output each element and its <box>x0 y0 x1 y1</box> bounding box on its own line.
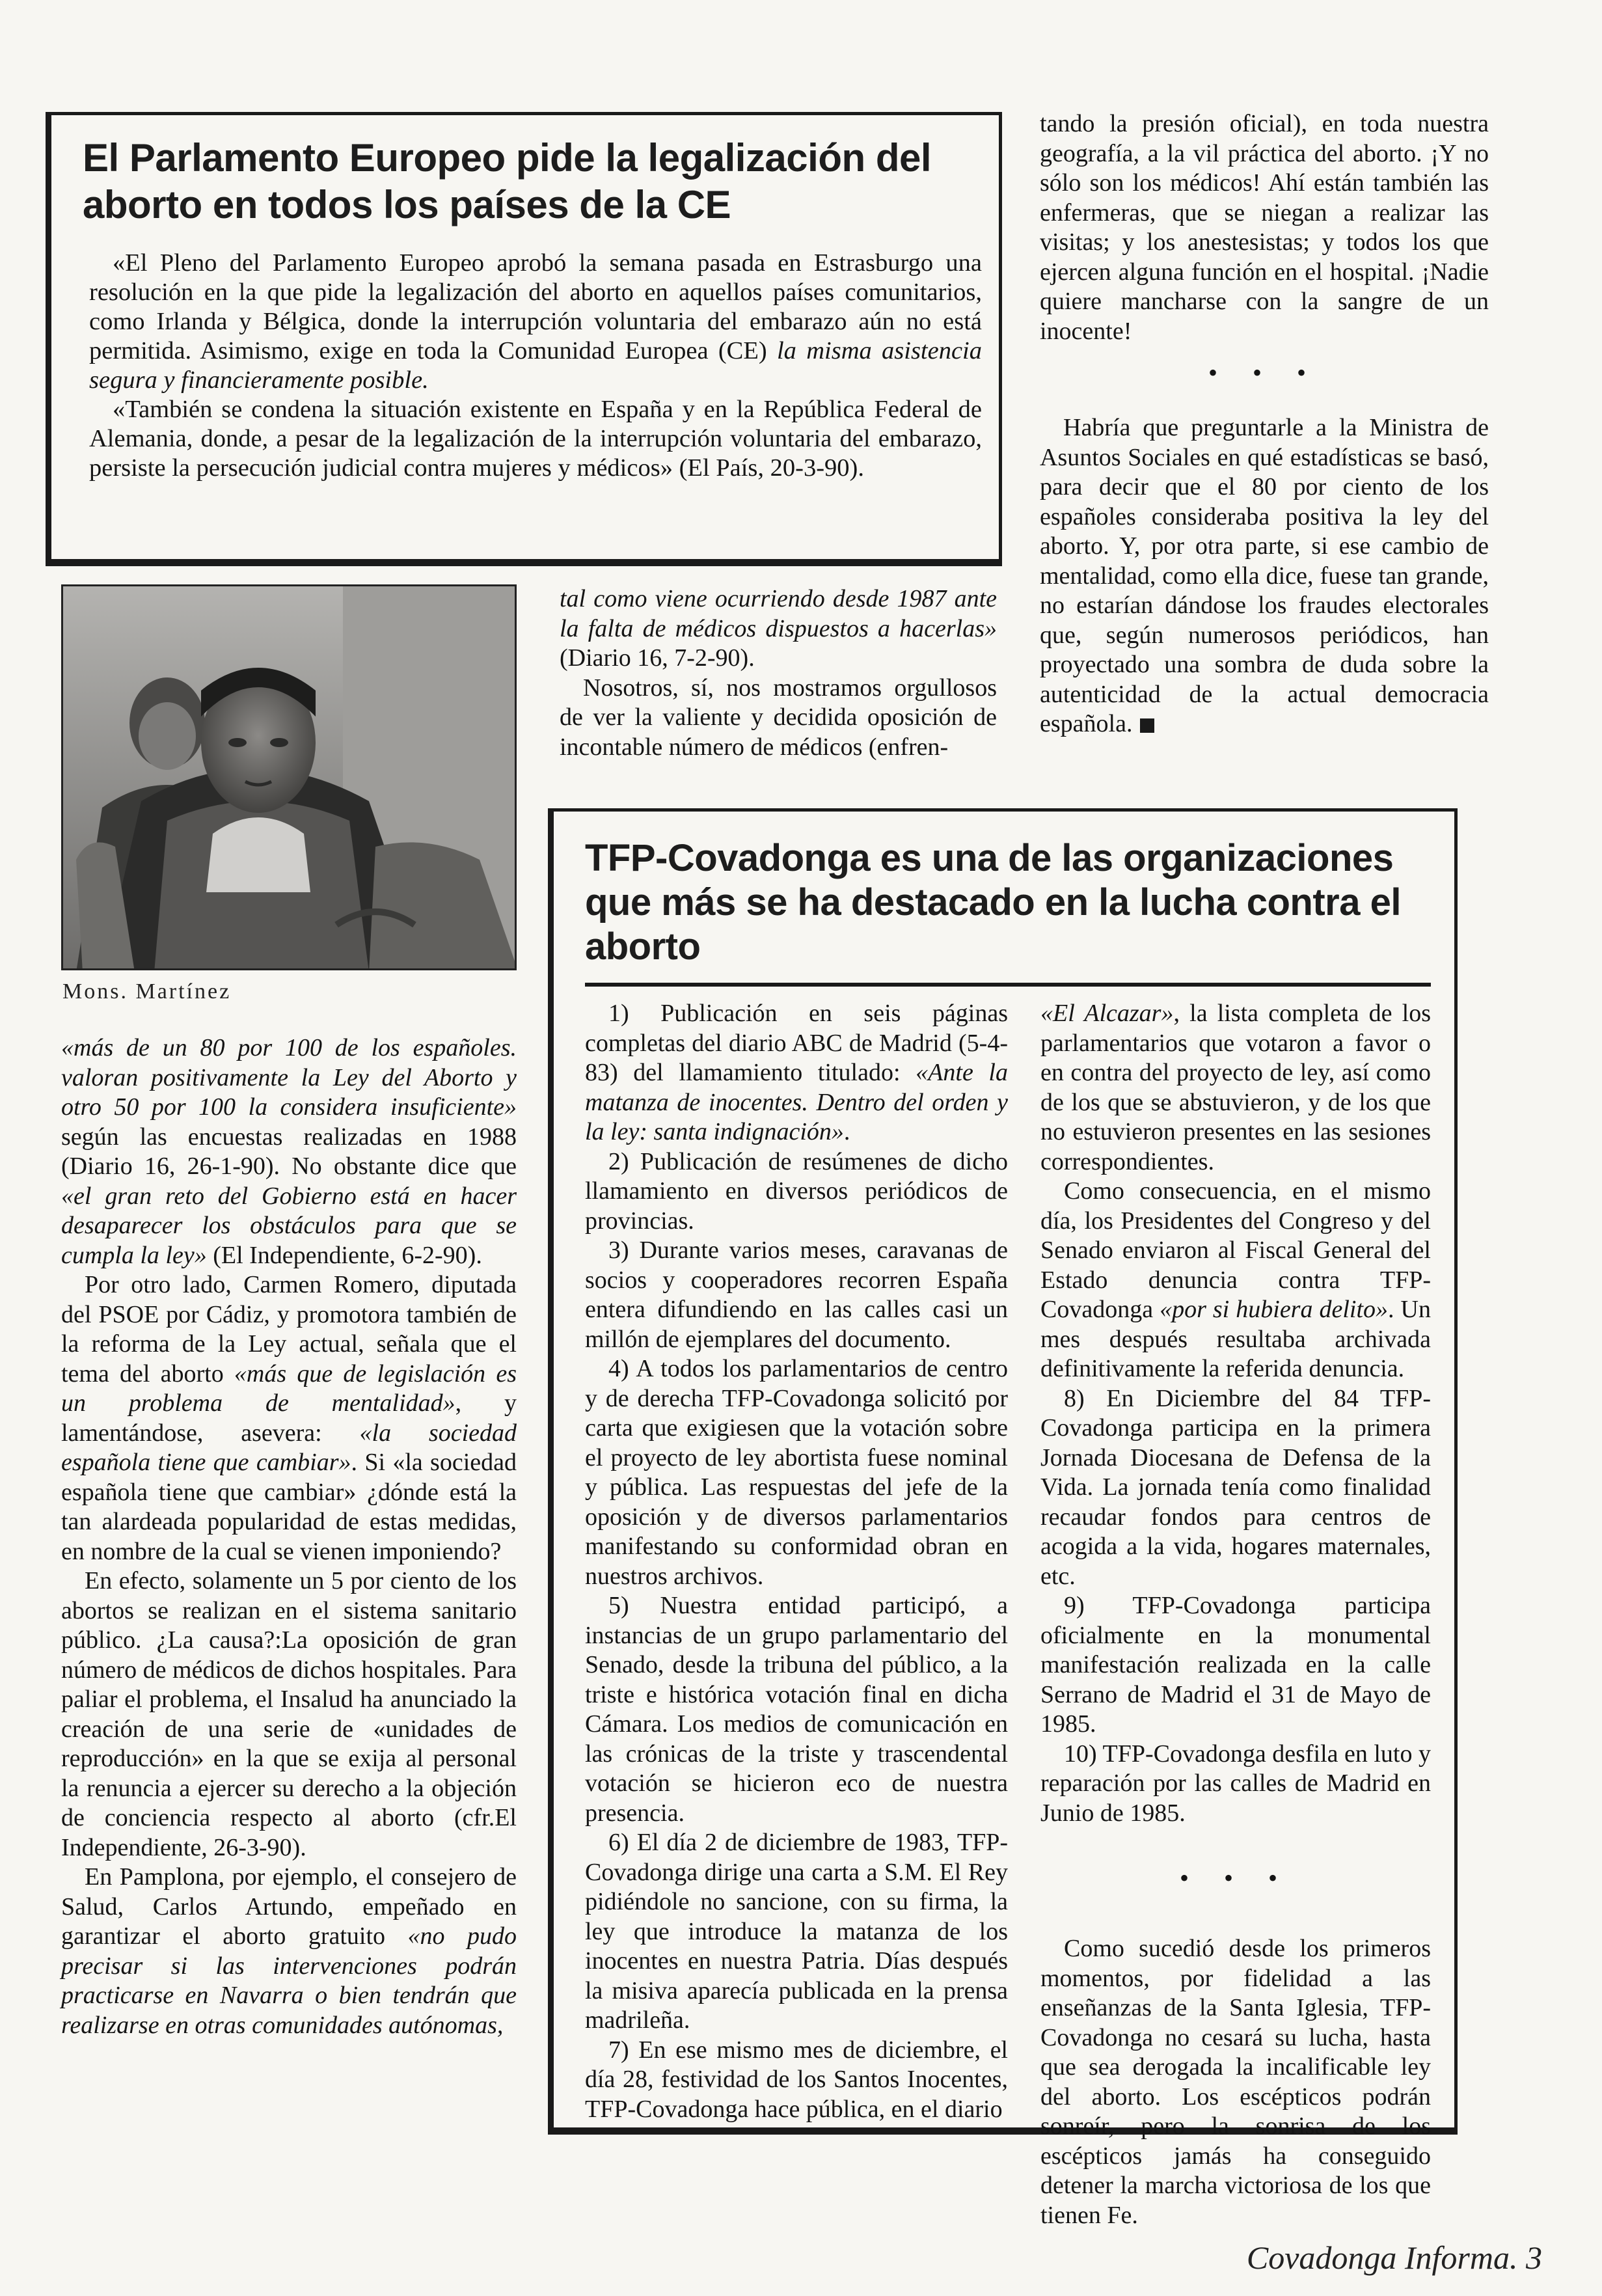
italic-run: «más que de legislación es un problema de mentalidad» <box>61 1360 517 1417</box>
tfp-item-9: 9) TFP-Covadonga participa oficialmente en la monumental manifestación realizada en la calle Serrano de Madrid el 31 de Mayo de 1985. <box>1040 1592 1431 1738</box>
italic-run: la misma asistencia segura y financieramente posible. <box>89 337 982 394</box>
tfp-item-7: 7) En ese mismo mes de diciembre, el día 28, festividad de los Santos Inocentes, TFP-Covadonga hace pública, en el diario <box>585 2036 1008 2123</box>
italic-run: «la sociedad española tiene que cambiar» <box>61 1419 517 1476</box>
tfp-covadonga-box <box>548 808 1458 2229</box>
text-run: Habría que preguntarle a la Ministra de Asuntos Sociales en qué estadísticas se basó, para decir que el 80 por ciento de los españoles consideraba positiva la ley del aborto. Y, por otra parte, si ese cambio de mentalidad, como ella dice, fuese tan grande, no estarían dándose los fraudes electorales que, según numerosos periódicos, han proyectado una sombra de duda sobre la autenticidad de la actual democracia española. <box>1040 414 1489 737</box>
text-run: En Pamplona, por ejemplo, el consejero de Salud, Carlos Artundo, empeñado en garantizar el aborto gratuito <box>61 1863 517 1950</box>
tfp-item-8: 8) En Diciembre del 84 TFP-Covadonga participa en la primera Jornada Diocesana de Defensa de la Vida. La jornada tenía como finalidad recaudar fondos para centros de acogida a la vida, hogares maternales, etc. <box>1040 1384 1431 1590</box>
eu-parliament-headline: El Parlamento Europeo pide la legalización del aborto en todos los países de la CE <box>83 136 932 226</box>
eu-parliament-box <box>46 112 1002 566</box>
right-paragraph-2 <box>1040 413 1489 739</box>
left-paragraph-2 <box>61 1270 517 1566</box>
text-run: , la lista completa de los parlamentarios que votaron a favor o en contra del proyecto de ley, así como de los que se abstuvieron, y de los que no estuvieron presentes en las sesiones correspondientes. <box>1040 1000 1432 1175</box>
eu-parliament-paragraph-2: «También se condena la situación existente en España y en la República Federal de Alemania, donde, a pesar de la legalización de la interrupción voluntaria del embarazo, persiste la persecución judicial contra mujeres y médicos» (El País, 20-3-90). <box>89 396 982 482</box>
tfp-closing-paragraph: Como sucedió desde los primeros momentos, por fidelidad a las enseñanzas de la Santa Iglesia, TFP-Covadonga no cesará su lucha, hasta que sea derogada la incalificable ley del aborto. Los escépticos podrán sonreír, pero la sonrisa de los escépticos jamás ha conseguido detener la marcha victoriosa de los que tienen Fe. <box>1040 1935 1431 2229</box>
photo-illustration <box>63 586 517 970</box>
italic-run: «El Alcazar» <box>1040 1000 1174 1027</box>
tfp-consequence-paragraph <box>1040 1177 1431 1384</box>
text-run: , y lamentándose, asevera: <box>61 1389 517 1447</box>
left-paragraph-1 <box>61 1033 517 1270</box>
tfp-item-7-continued <box>1040 999 1431 1177</box>
italic-run: «más de un 80 por 100 de los españoles. valoran positivamente la Ley del Aborto y otro 50 por 100 la considera insuficiente» <box>61 1034 517 1121</box>
text-run: (Diario 16, 7-2-90). <box>560 644 755 672</box>
section-break-dots: • • • <box>1179 1863 1292 1893</box>
middle-paragraph-1 <box>560 584 997 674</box>
left-column <box>61 1033 517 2040</box>
tfp-covadonga-headline: TFP-Covadonga es una de las organizaciones que más se ha destacado en la lucha contra el aborto <box>585 837 1401 968</box>
tfp-item-3: 3) Durante varios meses, caravanas de socios y cooperadores recorren España entera difundiendo en las calles casi un millón de ejemplares del documento. <box>585 1237 1008 1353</box>
eu-parliament-body <box>89 249 982 483</box>
photo-mons-martinez <box>61 584 517 970</box>
right-column <box>1040 109 1489 739</box>
right-paragraph-1: tando la presión oficial), en toda nuestra geografía, a la vil práctica del aborto. ¡Y no sólo son los médicos! Ahí están también las enfermeras, que se niegan a realizar las visitas; y los anestesistas; y todos los que ejercen alguna función en el hospital. ¡Nadie quiere mancharse con la sangre de un inocente! <box>1040 110 1489 345</box>
tfp-item-5: 5) Nuestra entidad participó, a instancias de un grupo parlamentario del Senado, desde la tribuna del público, a la triste e histórica votación final en dicha Cámara. Los medios de comunicación en las crónicas de la triste y trascendental votación se hicieron eco de nuestra presencia. <box>585 1592 1008 1827</box>
italic-run: «no pudo precisar si las intervenciones podrán practicarse en Navarra o bien tendrán que realizarse en otras comunidades autónomas, <box>61 1922 517 2039</box>
section-break-dots: • • • <box>1208 358 1320 387</box>
tfp-column-left <box>585 999 1008 2124</box>
eu-parliament-paragraph-1 <box>89 249 982 395</box>
text-run: Como consecuencia, en el mismo día, los Presidentes del Congreso y del Senado enviaron al Fiscal General del Estado denuncia contra TFP-Covadonga <box>1040 1177 1431 1323</box>
middle-column <box>560 584 997 762</box>
text-run: según las encuestas realizadas en 1988 (Diario 16, 26-1-90). No obstante dice que <box>61 1123 517 1180</box>
tfp-item-2: 2) Publicación de resúmenes de dicho llamamiento en diversos periódicos de provincias. <box>585 1147 1008 1235</box>
left-paragraph-4 <box>61 1863 517 2040</box>
tfp-item-4: 4) A todos los parlamentarios de centro y de derecha TFP-Covadonga solicitó por carta que exigiesen que la votación sobre el proyecto de ley abortista fuese nominal y pública. Las respuestas del jefe de la oposición y de diversos parlamentarios manifestando su conformidad obran en nuestros archivos. <box>585 1355 1008 1590</box>
text-run: . <box>843 1118 850 1145</box>
tfp-item-6: 6) El día 2 de diciembre de 1983, TFP-Covadonga dirige una carta a S.M. El Rey pidiéndole no sancione, con su firma, la ley que introduce la matanza de los inocentes en nuestra Patria. Días después la misiva aparecía publicada en la prensa madrileña. <box>585 1829 1008 2034</box>
photo-caption: Mons. Martínez <box>62 979 232 1004</box>
italic-run: «el gran reto del Gobierno está en hacer desaparecer los obstáculos para que se cumpla la ley» <box>61 1182 517 1269</box>
text-run: . Un mes después resultaba archivada definitivamente la referida denuncia. <box>1040 1296 1431 1382</box>
italic-run: «Ante la matanza de inocentes. Dentro del orden y la ley: santa indignación» <box>585 1059 1008 1145</box>
text-run: . Si «la sociedad española tiene que cambiar» ¿dónde está la tan alardeada popularidad de estas medidas, en nombre de la cual se vienen imponiendo? <box>61 1449 517 1565</box>
tfp-item-10: 10) TFP-Covadonga desfila en luto y reparación por las calles de Madrid en Junio de 1985. <box>1040 1740 1431 1827</box>
text-run: (El Independiente, 6-2-90). <box>206 1241 482 1269</box>
text-run: «El Pleno del Parlamento Europeo aprobó la semana pasada en Estrasburgo una resolución en la que pide la legalización del aborto en aquellos países comunitarios, como Irlanda y Bélgica, donde la interrupción voluntaria del embarazo aún no está permitida. Asimismo, exige en toda la Comunidad Europea (CE) <box>89 249 982 364</box>
italic-run: tal como viene ocurriendo desde 1987 ante la falta de médicos dispuestos a hacerlas» <box>560 585 997 642</box>
italic-run: «por si hubiera delito» <box>1160 1296 1389 1323</box>
end-of-article-square-icon <box>1140 718 1154 733</box>
middle-paragraph-2: Nosotros, sí, nos mostramos orgullosos de ver la valiente y decidida oposición de incontable número de médicos (enfren- <box>560 674 997 761</box>
left-paragraph-3: En efecto, solamente un 5 por ciento de los abortos se realizan en el sistema sanitario público. ¿La causa?:La oposición de gran número de médicos de dichos hospitales. Para paliar el problema, el Insalud ha anunciado la creación de una serie de «unidades de reproducción» en la que se exija al personal la renuncia a ejercer su derecho a la objeción de conciencia respecto al aborto (cfr.El Independiente, 26-3-90). <box>61 1567 517 1861</box>
headline-rule <box>585 983 1431 987</box>
page-footer-publication: Covadonga Informa. 3 <box>1246 2239 1542 2276</box>
tfp-column-right <box>1040 999 1431 2230</box>
text-run: 1) Publicación en seis páginas completas del diario ABC de Madrid (5-4-83) del llamamiento titulado: <box>585 1000 1008 1086</box>
tfp-item-1 <box>585 999 1008 1147</box>
text-run: Por otro lado, Carmen Romero, diputada del PSOE por Cádiz, y promotora también de la reforma de la Ley actual, señala que el tema del aborto <box>61 1271 517 1387</box>
